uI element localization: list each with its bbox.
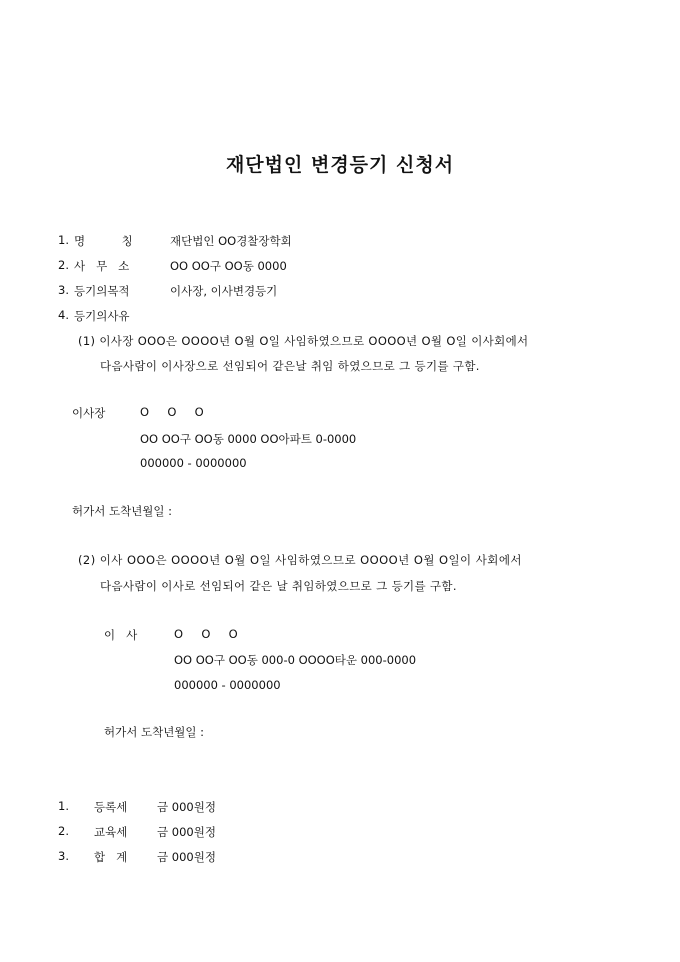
fee-num-3: 3. [58,849,69,863]
info-label-purpose: 등기의목적 [74,284,130,298]
reason1-line2: 다음사람이 이사장으로 선임되어 같은날 취임 하였으므로 그 등기를 구함. [100,359,480,373]
info-label-office: 사 무 소 [74,259,130,273]
person1-role: 이사장 [72,406,106,420]
info-value-purpose: 이사장, 이사변경등기 [170,284,278,298]
info-value-name: 재단법인 OO경찰장학회 [170,234,292,248]
info-num-2: 2. [58,258,69,272]
info-label-name: 명 칭 [74,234,133,248]
info-num-4: 4. [58,308,69,322]
info-value-office: OO OO구 OO동 0000 [170,259,287,273]
info-num-3: 3. [58,283,69,297]
reason2-line1: (2) 이사 OOO은 OOOO년 O월 O일 사임하였으므로 OOOO년 O월 O일이 사회에서 [78,553,522,567]
person1-permit-date: 허가서 도착년월일 : [72,504,173,518]
fee-amount-education: 금 000원정 [157,825,216,839]
person1-address: OO OO구 OO동 0000 OO아파트 0-0000 [140,432,357,446]
document-title: 재단법인 변경등기 신청서 [225,154,455,176]
reason1-line1: (1) 이사장 OOO은 OOOO년 O월 O일 사임하였으므로 OOOO년 O월 O일 이사회에서 [78,334,529,348]
person2-id: 000000 - 0000000 [174,678,281,692]
person1-name: O O O [140,405,204,419]
fee-amount-total: 금 000원정 [157,850,216,864]
person2-address: OO OO구 OO동 000-0 OOOO타운 000-0000 [174,653,417,667]
person1-id: 000000 - 0000000 [140,456,247,470]
info-label-reason: 등기의사유 [74,309,130,323]
fee-label-total: 합 계 [94,850,128,864]
person2-permit-date: 허가서 도착년월일 : [104,725,205,739]
fee-label-registration: 등록세 [94,800,128,814]
person2-role: 이 사 [104,628,138,642]
info-num-1: 1. [58,233,69,247]
fee-amount-registration: 금 000원정 [157,800,216,814]
reason2-line2: 다음사람이 이사로 선임되어 같은 날 취임하였으므로 그 등기를 구함. [100,579,457,593]
fee-label-education: 교육세 [94,825,128,839]
fee-num-2: 2. [58,824,69,838]
fee-num-1: 1. [58,799,69,813]
person2-name: O O O [174,627,238,641]
